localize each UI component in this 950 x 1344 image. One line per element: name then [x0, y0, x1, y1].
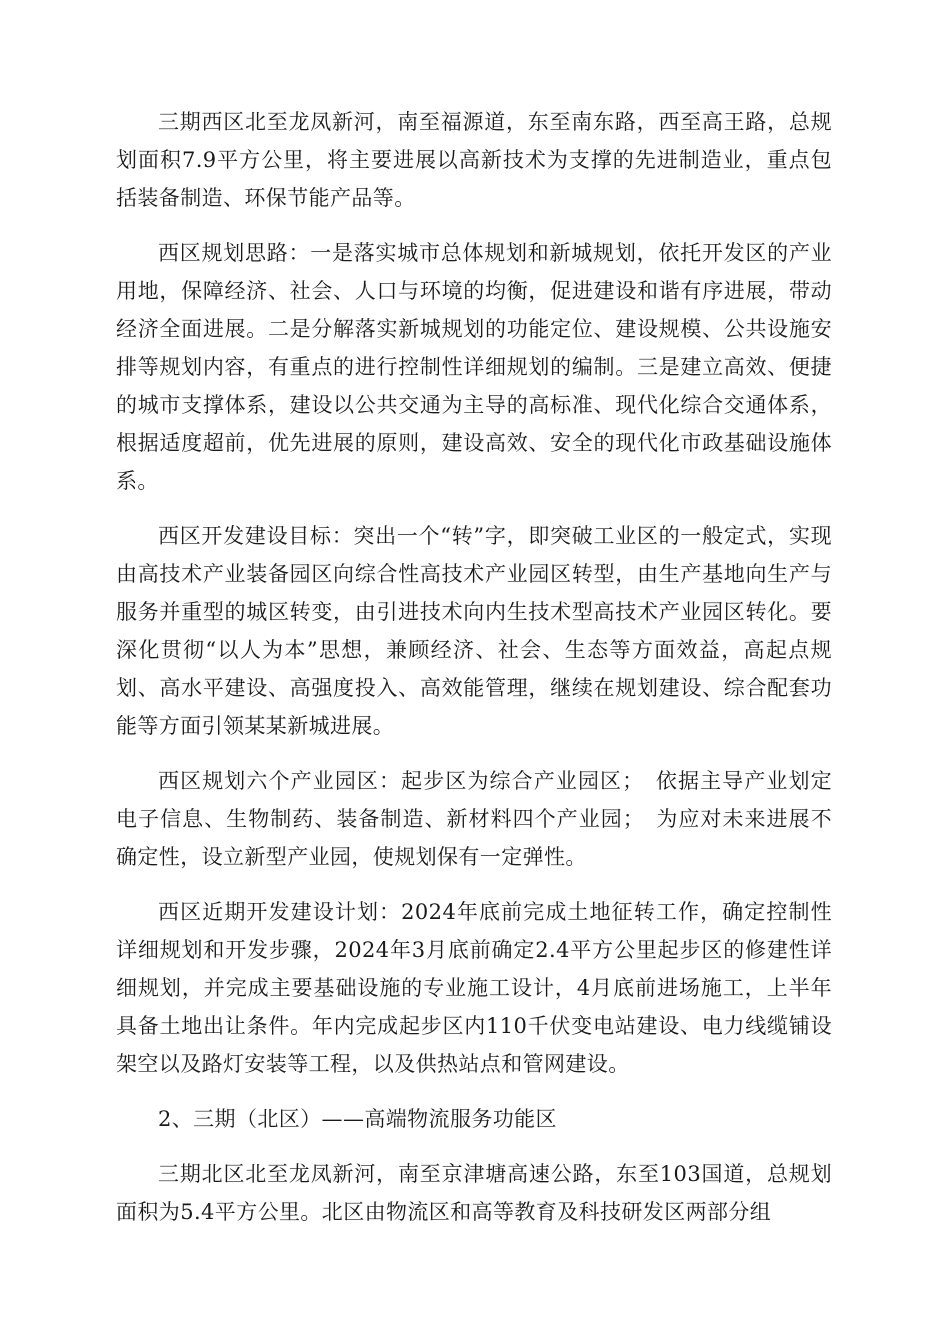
paragraph-west-district-industrial-parks: 西区规划六个产业园区：起步区为综合产业园区； 依据主导产业划定电子信息、生物制药、装备制造、新材料四个产业园； 为应对未来进展不确定性，设立新型产业园，使规划保有一定弹性。: [116, 769, 832, 869]
paragraph-west-district-near-term-plan: 西区近期开发建设计划：2024年底前完成土地征转工作，确定控制性详细规划和开发步骤，2024年3月底前确定2.4平方公里起步区的修建性详细规划，并完成主要基础设施的专业施工设计，4月底前进场施工，上半年具备土地出让条件。年内完成起步区内110千伏变电站建设、电力线缆铺设架空以及路灯安装等工程，以及供热站点和管网建设。: [116, 900, 832, 1076]
section-heading-north-district: 2、三期（北区）——高端物流服务功能区: [158, 1107, 557, 1131]
paragraph-west-district-scope: 三期西区北至龙凤新河，南至福源道，东至南东路，西至高王路，总规划面积7.9平方公里，将主要进展以高新技术为支撑的先进制造业，重点包括装备制造、环保节能产品等。: [116, 110, 832, 210]
document-page: [116, 103, 832, 1248]
paragraph-north-district-scope: 三期北区北至龙凤新河，南至京津塘高速公路，东至103国道，总规划面积为5.4平方公里。北区由物流区和高等教育及科技研发区两部分组: [116, 1162, 832, 1224]
paragraph-west-district-planning-ideas: 西区规划思路：一是落实城市总体规划和新城规划，依托开发区的产业用地，保障经济、社会、人口与环境的均衡，促进建设和谐有序进展，带动经济全面进展。二是分解落实新城规划的功能定位、建设规模、公共设施安排等规划内容，有重点的进行控制性详细规划的编制。三是建立高效、便捷的城市支撑体系，建设以公共交通为主导的高标准、现代化综合交通体系，根据适度超前，优先进展的原则，建设高效、安全的现代化市政基础设施体系。: [116, 241, 832, 493]
paragraph-west-district-development-goals: 西区开发建设目标：突出一个“转”字，即突破工业区的一般定式，实现由高技术产业装备园区向综合性高技术产业园区转型，由生产基地向生产与服务并重型的城区转变，由引进技术向内生技术型高技术产业园区转化。要深化贯彻“以人为本”思想，兼顾经济、社会、生态等方面效益，高起点规划、高水平建设、高强度投入、高效能管理，继续在规划建设、综合配套功能等方面引领某某新城进展。: [116, 524, 832, 738]
